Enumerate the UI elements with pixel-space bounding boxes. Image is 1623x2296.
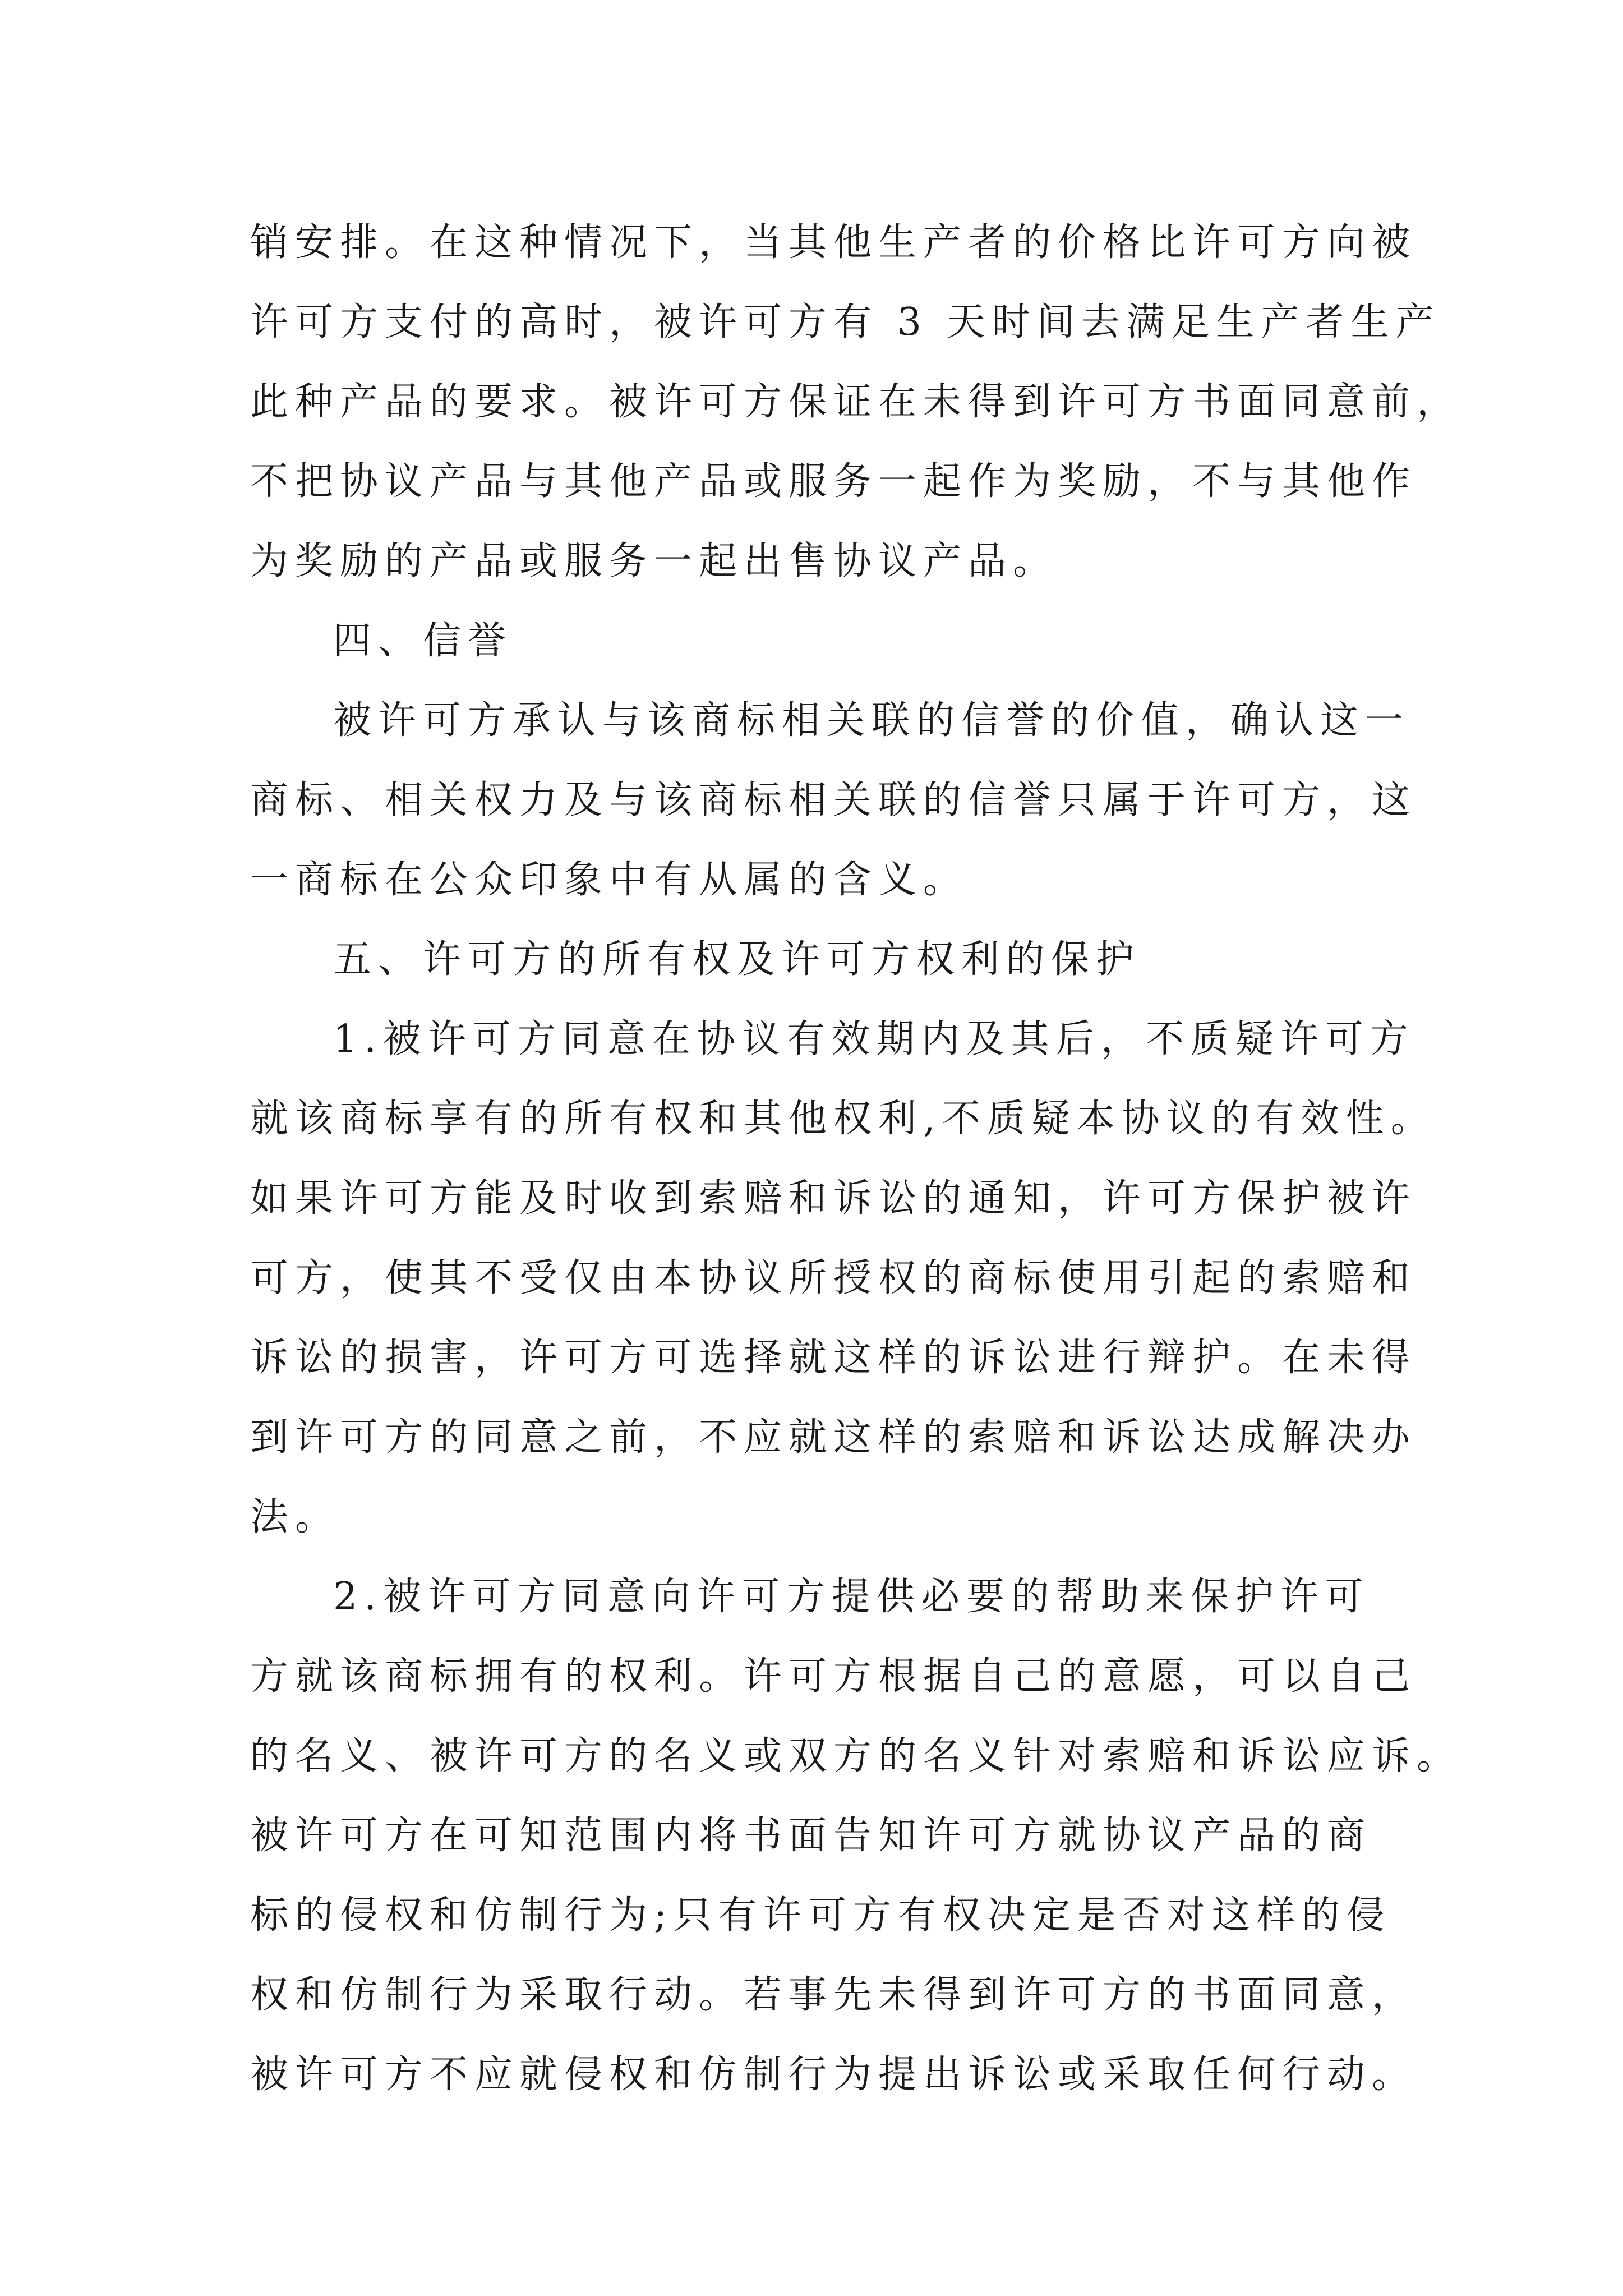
text-line: 方就该商标拥有的权利。许可方根据自己的意愿，可以自己 — [250, 1654, 1417, 1699]
text-line: 到许可方的同意之前，不应就这样的索赔和诉讼达成解决办 — [250, 1415, 1417, 1460]
text-line: 法。 — [250, 1495, 340, 1539]
text-line: 权和仿制行为采取行动。若事先未得到许可方的书面同意， — [250, 1973, 1417, 2017]
text-line: 被许可方不应就侵权和仿制行为提出诉讼或采取任何行动。 — [250, 2053, 1417, 2097]
text-line: 为奖励的产品或服务一起出售协议产品。 — [250, 539, 1058, 583]
text-line: 就该商标享有的所有权和其他权利,不质疑本协议的有效性。 — [250, 1097, 1436, 1141]
section-heading: 五、许可方的所有权及许可方权利的保护 — [333, 937, 1141, 982]
text-line: 2.被许可方同意向许可方提供必要的帮助来保护许可 — [333, 1575, 1370, 1619]
text-line: 此种产品的要求。被许可方保证在未得到许可方书面同意前， — [250, 380, 1462, 424]
text-line: 如果许可方能及时收到索赔和诉讼的通知，许可方保护被许 — [250, 1176, 1417, 1221]
text-line: 一商标在公众印象中有从属的含义。 — [250, 858, 969, 902]
text-line: 的名义、被许可方的名义或双方的名义针对索赔和诉讼应诉。 — [250, 1734, 1462, 1778]
text-line: 可方，使其不受仅由本协议所授权的商标使用引起的索赔和 — [250, 1256, 1417, 1300]
text-line: 许可方支付的高时，被许可方有 3 天时间去满足生产者生产 — [250, 300, 1441, 344]
text-line: 标的侵权和仿制行为;只有许可方有权决定是否对这样的侵 — [250, 1893, 1391, 1938]
text-line: 销安排。在这种情况下，当其他生产者的价格比许可方向被 — [250, 220, 1417, 265]
text-line: 1.被许可方同意在协议有效期内及其后，不质疑许可方 — [333, 1017, 1415, 1061]
text-line: 商标、相关权力及与该商标相关联的信誉只属于许可方，这 — [250, 778, 1417, 822]
text-line: 不把协议产品与其他产品或服务一起作为奖励，不与其他作 — [250, 459, 1417, 504]
text-line: 诉讼的损害，许可方可选择就这样的诉讼进行辩护。在未得 — [250, 1336, 1417, 1380]
section-heading: 四、信誉 — [333, 619, 513, 663]
text-line: 被许可方承认与该商标相关联的信誉的价值，确认这一 — [333, 698, 1410, 743]
text-line: 被许可方在可知范围内将书面告知许可方就协议产品的商 — [250, 1814, 1372, 1858]
